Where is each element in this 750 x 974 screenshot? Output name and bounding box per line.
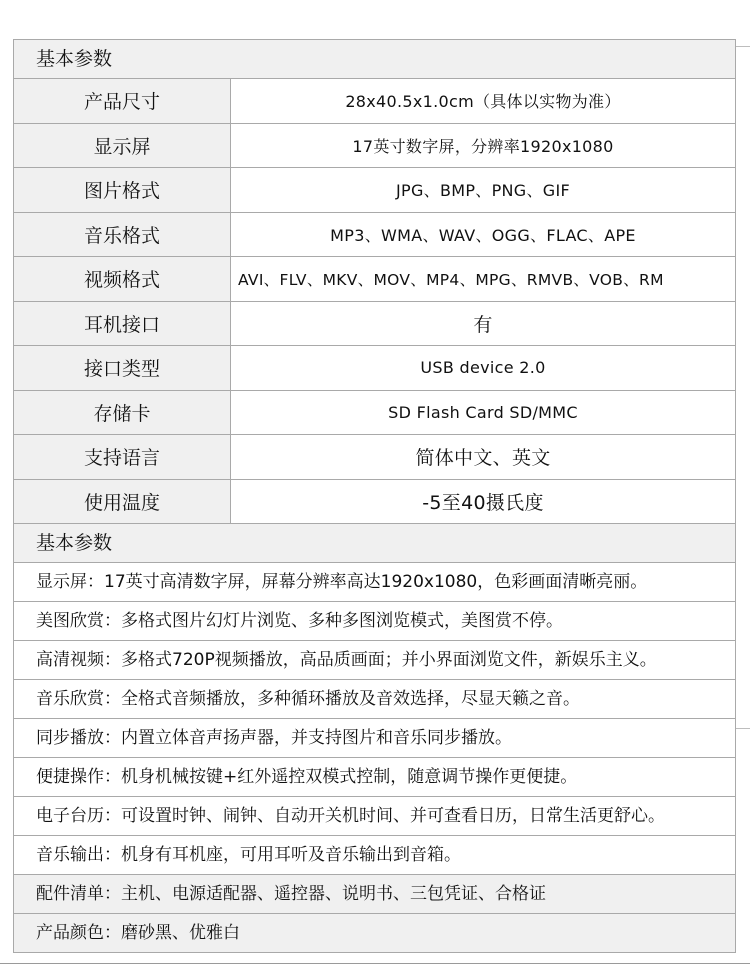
spec-row-audio-format bbox=[14, 213, 735, 258]
spec-value: MP3、WMA、WAV、OGG、FLAC、APE bbox=[330, 225, 636, 245]
feature-row: 电子台历：可设置时钟、闹钟、自动开关机时间、并可查看日历，日常生活更舒心。 bbox=[14, 797, 735, 836]
spec-section-title: 基本参数 bbox=[14, 40, 735, 79]
feature-section-title: 基本参数 bbox=[14, 524, 735, 563]
bottom-divider bbox=[0, 963, 750, 964]
spec-row-languages bbox=[14, 435, 735, 480]
feature-row: 高清视频：多格式720P视频播放，高品质画面；并小界面浏览文件，新娱乐主义。 bbox=[14, 641, 735, 680]
feature-row: 美图欣赏：多格式图片幻灯片浏览、多种多图浏览模式，美图赏不停。 bbox=[14, 602, 735, 641]
spec-key: 存储卡 bbox=[14, 391, 231, 435]
spec-value: -5至40摄氏度 bbox=[422, 491, 544, 514]
spec-row-display bbox=[14, 124, 735, 169]
spec-key: 接口类型 bbox=[14, 346, 231, 390]
spec-value: JPG、BMP、PNG、GIF bbox=[395, 181, 571, 201]
spec-row-image-format bbox=[14, 168, 735, 213]
feature-row: 配件清单：主机、电源适配器、遥控器、说明书、三包凭证、合格证 bbox=[14, 875, 735, 914]
spec-key: 支持语言 bbox=[14, 435, 231, 479]
feature-row: 同步播放：内置立体音声扬声器，并支持图片和音乐同步播放。 bbox=[14, 719, 735, 758]
spec-row-interface-type bbox=[14, 346, 735, 391]
spec-row-headphone-jack bbox=[14, 302, 735, 347]
edge-divider bbox=[736, 728, 750, 729]
spec-key: 音乐格式 bbox=[14, 213, 231, 257]
feature-row: 音乐输出：机身有耳机座，可用耳听及音乐输出到音箱。 bbox=[14, 836, 735, 875]
feature-row: 显示屏：17英寸高清数字屏，屏幕分辨率高达1920x1080，色彩画面清晰亮丽。 bbox=[14, 563, 735, 602]
spec-row-size bbox=[14, 79, 735, 124]
spec-key: 耳机接口 bbox=[14, 302, 231, 346]
edge-divider bbox=[736, 46, 750, 47]
spec-value: 简体中文、英文 bbox=[415, 447, 551, 470]
spec-value: 28x40.5x1.0cm（具体以实物为准） bbox=[345, 92, 621, 112]
feature-row: 音乐欣赏：全格式音频播放，多种循环播放及音效选择，尽显天籁之音。 bbox=[14, 680, 735, 719]
spec-value: 17英寸数字屏，分辨率1920x1080 bbox=[352, 136, 614, 156]
feature-row: 产品颜色：磨砂黑、优雅白 bbox=[14, 914, 735, 952]
spec-key: 视频格式 bbox=[14, 257, 231, 301]
spec-value: USB device 2.0 bbox=[420, 358, 546, 378]
spec-key: 图片格式 bbox=[14, 168, 231, 212]
spec-key: 使用温度 bbox=[14, 480, 231, 524]
spec-value: SD Flash Card SD/MMC bbox=[388, 402, 578, 422]
spec-row-memory-card bbox=[14, 391, 735, 436]
spec-table bbox=[13, 39, 736, 953]
spec-key: 产品尺寸 bbox=[14, 79, 231, 123]
spec-key: 显示屏 bbox=[14, 124, 231, 168]
spec-value: 有 bbox=[473, 313, 493, 336]
spec-value: AVI、FLV、MKV、MOV、MP4、MPG、RMVB、VOB、RM bbox=[238, 270, 664, 289]
spec-row-video-format bbox=[14, 257, 735, 302]
feature-row: 便捷操作：机身机械按键+红外遥控双模式控制，随意调节操作更便捷。 bbox=[14, 758, 735, 797]
spec-row-temperature bbox=[14, 480, 735, 525]
